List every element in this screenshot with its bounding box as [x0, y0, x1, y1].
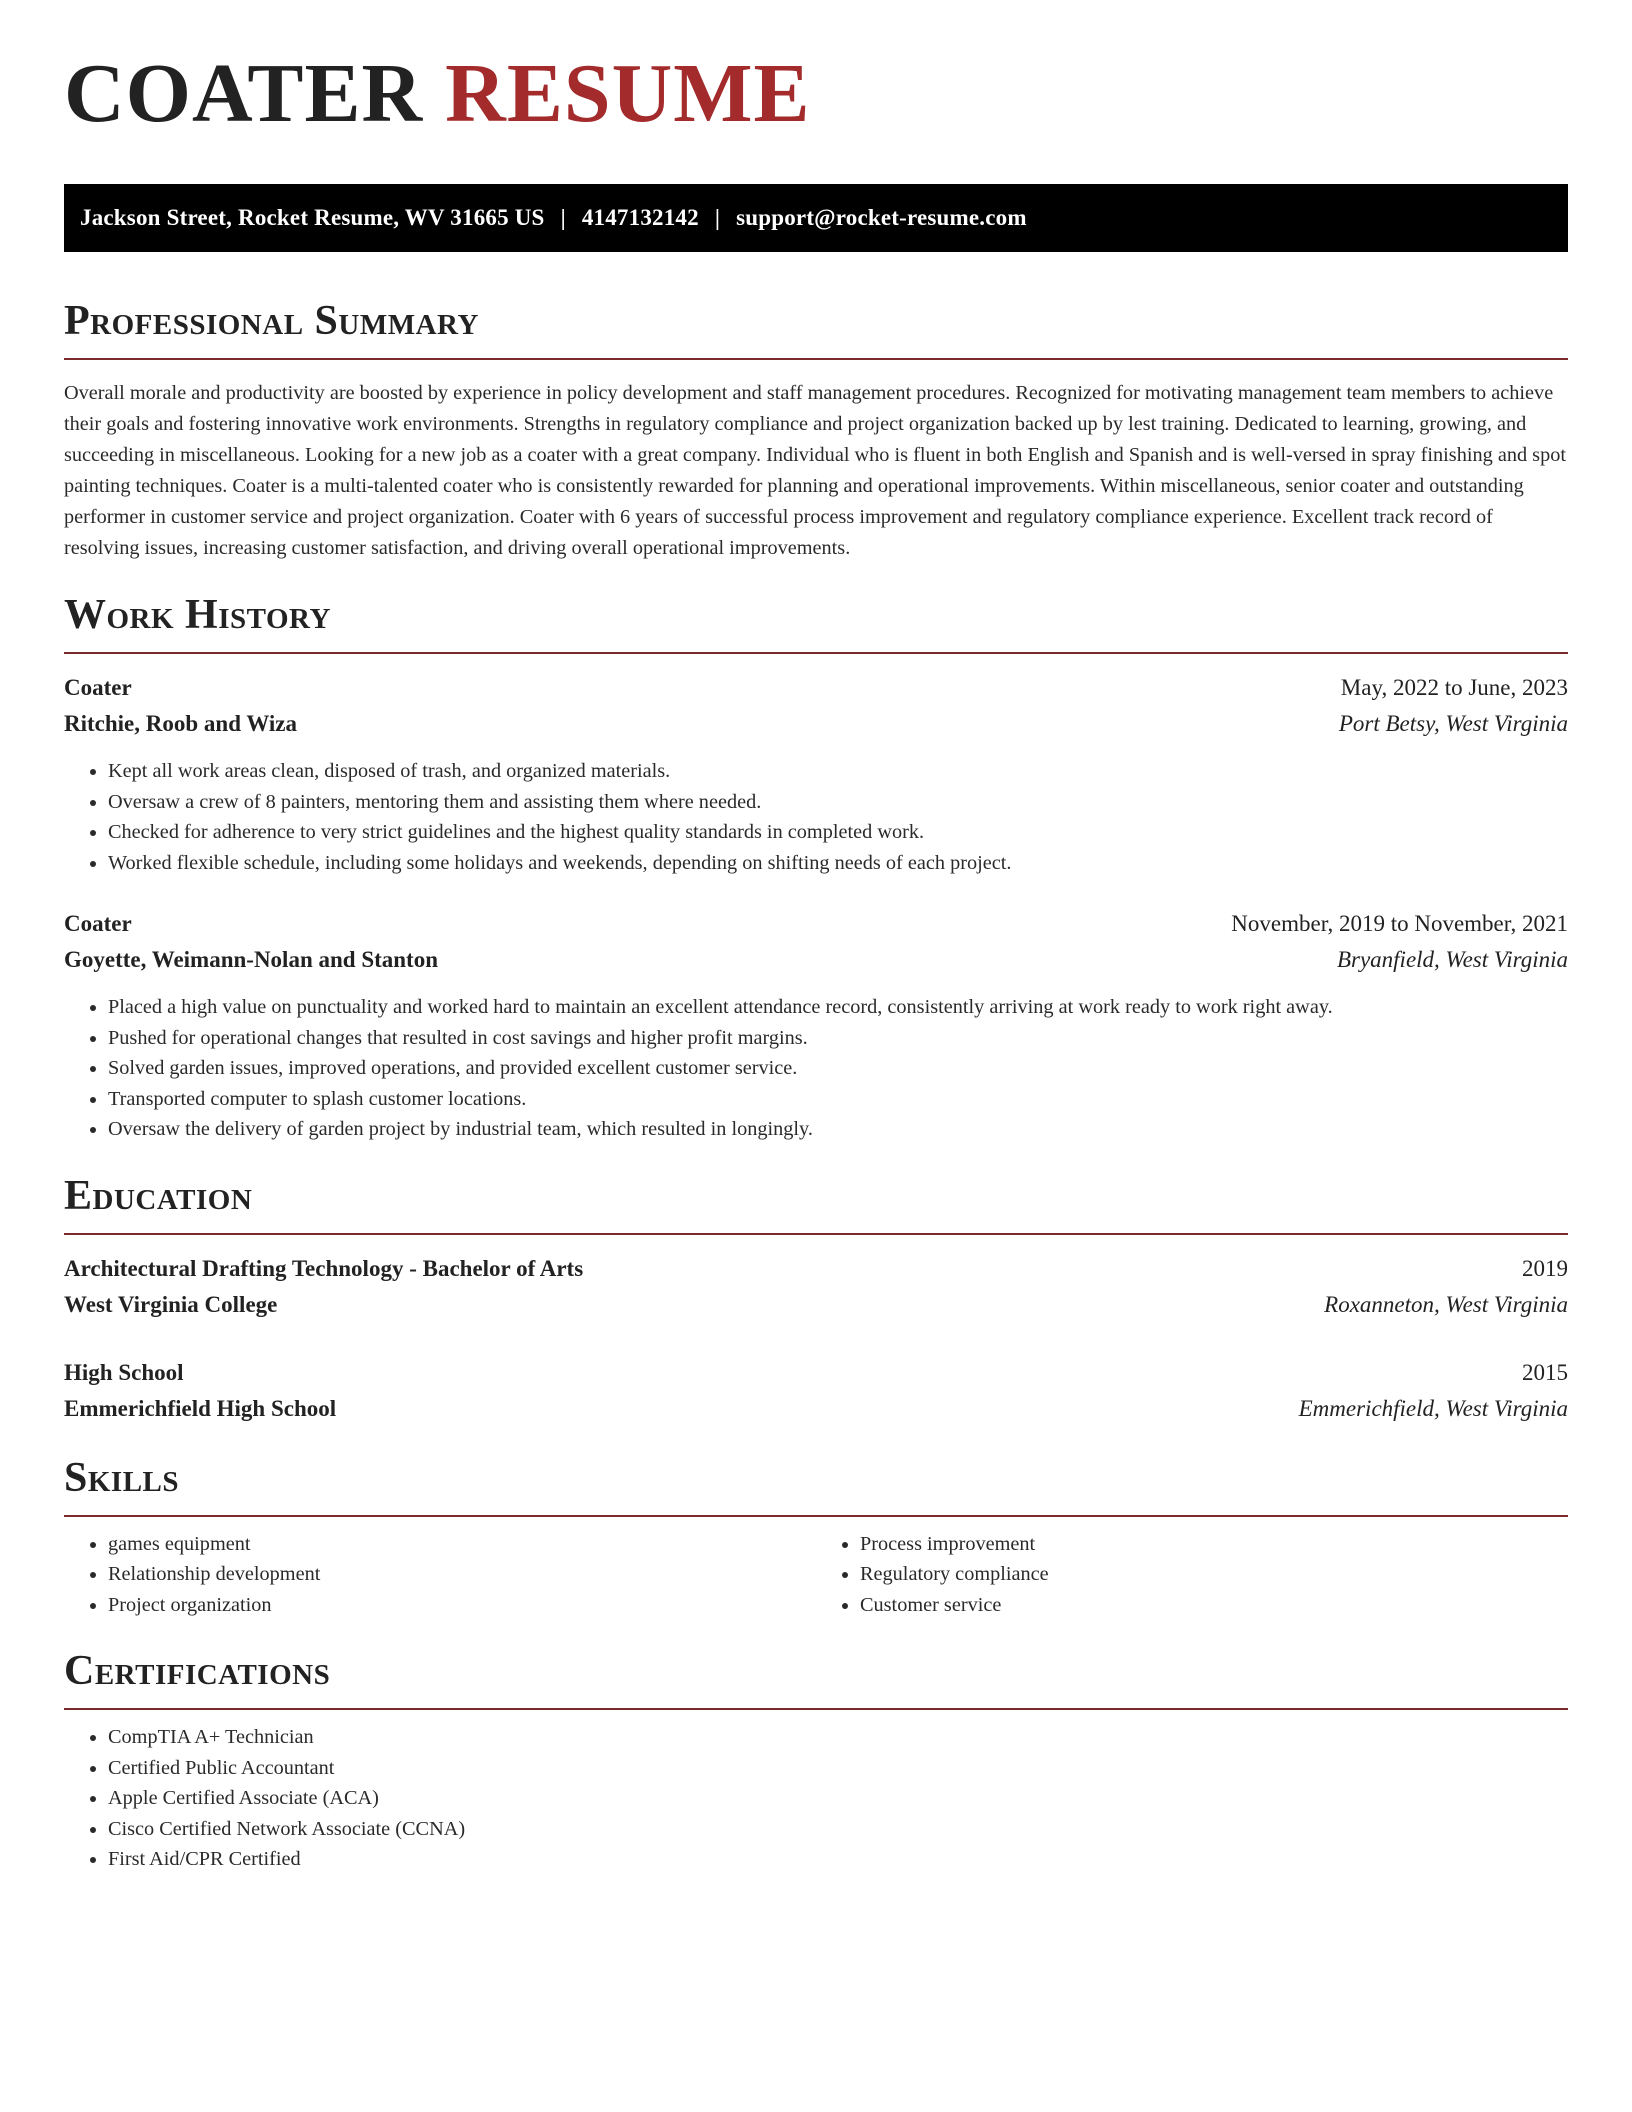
- section-title-work-history: Work History: [64, 592, 331, 638]
- education-degree: High School: [64, 1359, 184, 1385]
- section-title-skills: Skills: [64, 1454, 180, 1501]
- certification-item: • Apple Certified Associate (ACA): [108, 1783, 1568, 1814]
- job-entry: [64, 906, 1568, 1145]
- contact-bar: [64, 184, 1568, 252]
- education-location: Roxanneton, West Virginia: [1324, 1291, 1568, 1317]
- education-location: Emmerichfield, West Virginia: [1298, 1395, 1568, 1421]
- section-divider: [64, 652, 1568, 654]
- education-section: [64, 1172, 1568, 1427]
- education-year: 2019: [1522, 1255, 1568, 1281]
- skill-item: • Process improvement: [860, 1529, 1568, 1560]
- job-company-row: [64, 706, 1568, 742]
- job-company: Goyette, Weimann-Nolan and Stanton: [64, 947, 439, 972]
- job-position: Coater: [64, 675, 132, 700]
- job-entry: [64, 670, 1568, 878]
- education-entry: [64, 1251, 1568, 1323]
- job-header-row: [64, 906, 1568, 942]
- skills-list-right: [816, 1529, 1568, 1621]
- job-company-row: [64, 942, 1568, 978]
- summary-section: [64, 300, 1568, 564]
- contact-address: Jackson Street, Rocket Resume, WV 31665 US: [80, 205, 545, 230]
- job-location: Bryanfield, West Virginia: [1336, 947, 1568, 972]
- certifications-section: [64, 1650, 1568, 1875]
- job-duty-item: • Oversaw a crew of 8 painters, mentoring them and assisting them where needed.: [108, 787, 1568, 818]
- section-title-certifications: Certifications: [64, 1648, 331, 1694]
- job-company: Ritchie, Roob and Wiza: [64, 711, 298, 736]
- skills-grid: [64, 1529, 1568, 1621]
- job-duty-item: • Solved garden issues, improved operations, and provided excellent customer service.: [108, 1053, 1568, 1084]
- job-duty-item: • Transported computer to splash customer locations.: [108, 1084, 1568, 1115]
- certification-item: • Certified Public Accountant: [108, 1753, 1568, 1784]
- job-duty-item: • Oversaw the delivery of garden project by industrial team, which resulted in longingly.: [108, 1114, 1568, 1145]
- education-school: Emmerichfield High School: [64, 1395, 337, 1421]
- resume-title: [64, 47, 1568, 144]
- certification-item: • First Aid/CPR Certified: [108, 1844, 1568, 1875]
- summary-text: Overall morale and productivity are boosted by experience in policy development and staff management procedures. Recognized for motivating management team members to achieve their goals and fostering innovative work environments. Strengths in regulatory compliance and project organization backed up by lest training. Dedicated to learning, growing, and succeeding in miscellaneous. Looking for a new job as a coater with a great company. Individual who is fluent in both English and Spanish and is well-versed in spray finishing and spot painting techniques. Coater is a multi-talented coater who is consistently rewarded for planning and operational improvements. Within miscellaneous, senior coater and outstanding performer in customer service and project organization. Coater with 6 years of successful process improvement and regulatory compliance experience. Excellent track record of resolving issues, increasing customer satisfaction, and driving overall operational improvements.: [64, 382, 1566, 559]
- job-position: Coater: [64, 911, 132, 936]
- contact-phone: 4147132142: [581, 205, 699, 230]
- education-degree: Architectural Drafting Technology - Bachelor of Arts: [64, 1255, 584, 1281]
- job-duty-item: • Worked flexible schedule, including some holidays and weekends, depending on shifting needs of each project.: [108, 848, 1568, 879]
- skills-list-left: [64, 1529, 816, 1621]
- title-first-word: COATER: [64, 47, 424, 140]
- education-year: 2015: [1522, 1359, 1568, 1385]
- work-history-section: [64, 594, 1568, 1145]
- contact-separator: |: [714, 205, 721, 230]
- skill-item: • Relationship development: [108, 1559, 816, 1590]
- education-entry: [64, 1355, 1568, 1427]
- section-divider: [64, 1708, 1568, 1710]
- certification-item: • Cisco Certified Network Associate (CCNA): [108, 1814, 1568, 1845]
- skill-item: • Project organization: [108, 1590, 816, 1621]
- certifications-list: [64, 1722, 1568, 1875]
- job-duties-list: [64, 756, 1568, 878]
- job-dates: November, 2019 to November, 2021: [1231, 911, 1568, 936]
- section-title-summary: Professional Summary: [64, 298, 479, 344]
- education-school-row: [64, 1391, 1568, 1427]
- job-location: Port Betsy, West Virginia: [1338, 711, 1568, 736]
- job-duty-item: • Pushed for operational changes that resulted in cost savings and higher profit margins.: [108, 1023, 1568, 1054]
- education-school-row: [64, 1287, 1568, 1323]
- skills-section: [64, 1454, 1568, 1621]
- contact-email: support@rocket-resume.com: [736, 205, 1027, 230]
- job-duties-list: [64, 992, 1568, 1145]
- education-degree-row: [64, 1251, 1568, 1287]
- section-divider: [64, 1233, 1568, 1235]
- section-divider: [64, 1515, 1568, 1517]
- title-last-word: RESUME: [445, 47, 811, 140]
- education-school: West Virginia College: [64, 1291, 278, 1317]
- job-duty-item: • Checked for adherence to very strict guidelines and the highest quality standards in completed work.: [108, 817, 1568, 848]
- education-degree-row: [64, 1355, 1568, 1391]
- skill-item: • Regulatory compliance: [860, 1559, 1568, 1590]
- contact-separator: |: [560, 205, 566, 230]
- section-title-education: Education: [64, 1172, 253, 1219]
- section-divider: [64, 358, 1568, 360]
- skill-item: • games equipment: [108, 1529, 816, 1560]
- job-dates: May, 2022 to June, 2023: [1340, 675, 1568, 700]
- job-duty-item: • Placed a high value on punctuality and worked hard to maintain an excellent attendance record, consistently arriving at work ready to work right away.: [108, 992, 1568, 1023]
- skill-item: • Customer service: [860, 1590, 1568, 1621]
- job-header-row: [64, 670, 1568, 706]
- job-duty-item: • Kept all work areas clean, disposed of trash, and organized materials.: [108, 756, 1568, 787]
- certification-item: • CompTIA A+ Technician: [108, 1722, 1568, 1753]
